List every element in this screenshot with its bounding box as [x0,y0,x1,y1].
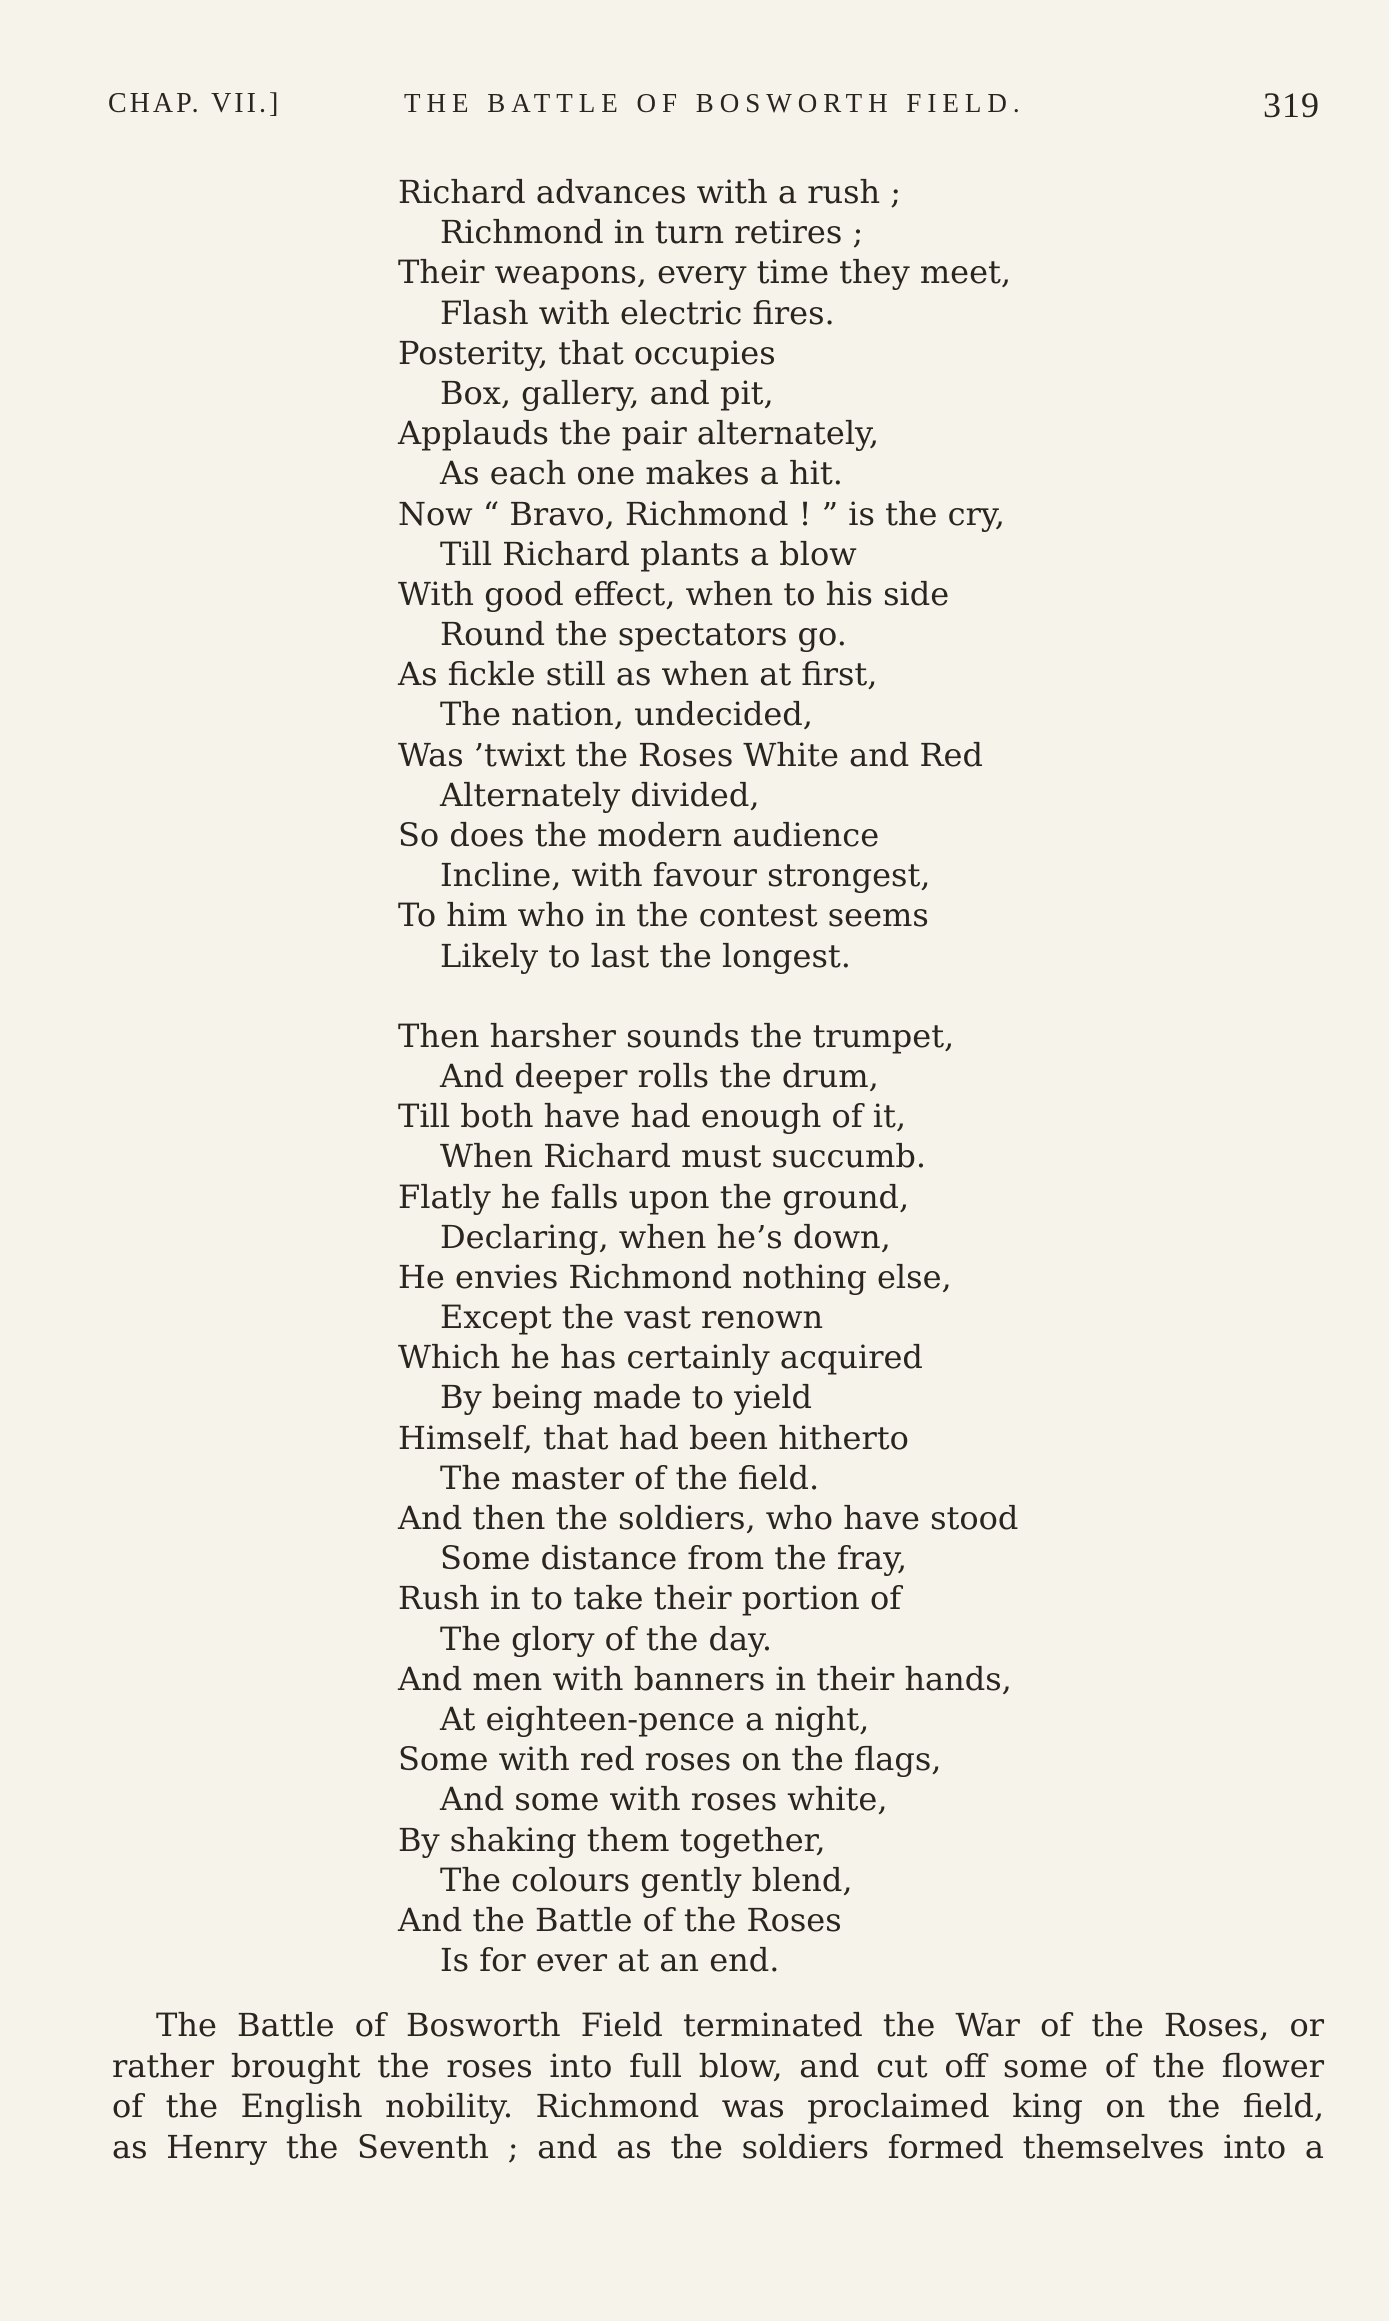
verse-line: Some distance from the fray, [440,1539,908,1578]
stanza-1 [398,172,1098,976]
verse-line: Declaring, when he’s down, [440,1217,891,1256]
running-title: THE BATTLE OF BOSWORTH FIELD. [404,88,1026,118]
verse-line: To him who in the contest seems [398,896,929,935]
verse-line: The glory of the day. [440,1619,773,1658]
verse-line: And then the soldiers, who have stood [398,1499,1019,1537]
verse-line: Except the vast renown [440,1298,824,1337]
verse-line: And men with banners in their hands, [398,1659,1012,1698]
verse-line: He envies Richmond nothing else, [398,1257,952,1296]
verse-line: The master of the field. [440,1458,820,1497]
verse-line: Their weapons, every time they meet, [398,253,1012,292]
verse-line: Richard advances with a rush ; [398,173,902,211]
verse-line: Alternately divided, [440,775,760,814]
verse-line: Box, gallery, and pit, [440,373,774,412]
verse-line: And some with roses white, [440,1780,888,1819]
verse-line: Flatly he falls upon the ground, [398,1177,910,1216]
verse-line: Posterity, that occupies [398,333,776,372]
verse-line: The colours gently blend, [440,1860,853,1899]
verse-line: Till Richard plants a blow [440,534,857,573]
verse-line: Now “ Bravo, Richmond ! ” is the cry, [398,494,1005,533]
verse-line: By being made to yield [440,1378,812,1417]
verse-line: Applauds the pair alternately, [398,414,880,453]
prose-line: The Battle of Bosworth Field terminated the War of the Roses, or [156,2006,1324,2044]
verse-line: Likely to last the longest. [440,936,851,975]
verse-line: Is for ever at an end. [440,1941,780,1980]
chapter-label: CHAP. VII.] [108,88,282,119]
verse-line: Richmond in turn retires ; [440,213,864,252]
verse-line: As fickle still as when at first, [398,655,878,694]
prose-line: as Henry the Seventh ; and as the soldiers formed themselves into a [112,2127,1324,2166]
verse-line: Was ’twixt the Roses White and Red [398,735,983,774]
verse-line: Himself, that had been hitherto [398,1418,909,1457]
page-number: 319 [1263,85,1320,125]
verse-line: Then harsher sounds the trumpet, [398,1016,955,1055]
prose-paragraph [112,2005,1324,2167]
verse-line: At eighteen-pence a night, [440,1699,870,1738]
running-header [108,85,1320,128]
verse-line: Flash with electric fires. [440,293,835,332]
verse-line: Some with red roses on the flags, [398,1740,942,1779]
verse-line: So does the modern audience [398,816,880,854]
verse-line: The nation, undecided, [440,695,813,734]
verse-line: And the Battle of the Roses [398,1900,842,1939]
verse-line: Till both have had enough of it, [398,1097,907,1136]
verse-line: Round the spectators go. [440,615,847,654]
verse-line: With good effect, when to his side [398,574,950,613]
verse-line: As each one makes a hit. [440,454,843,493]
verse-line: Incline, with favour strongest, [440,856,931,895]
verse-line: Which he has certainly acquired [398,1338,923,1377]
poem [398,172,1098,1980]
verse-line: Rush in to take their portion of [398,1579,902,1618]
stanza-2 [398,1016,1098,1981]
verse-line: By shaking them together, [398,1820,826,1859]
prose-line: of the English nobility. Richmond was proclaimed king on the field, [112,2087,1324,2125]
verse-line: When Richard must succumb. [440,1137,926,1176]
prose-line: rather brought the roses into full blow, and cut off some of the flower [112,2046,1324,2085]
verse-line: And deeper rolls the drum, [440,1056,879,1095]
